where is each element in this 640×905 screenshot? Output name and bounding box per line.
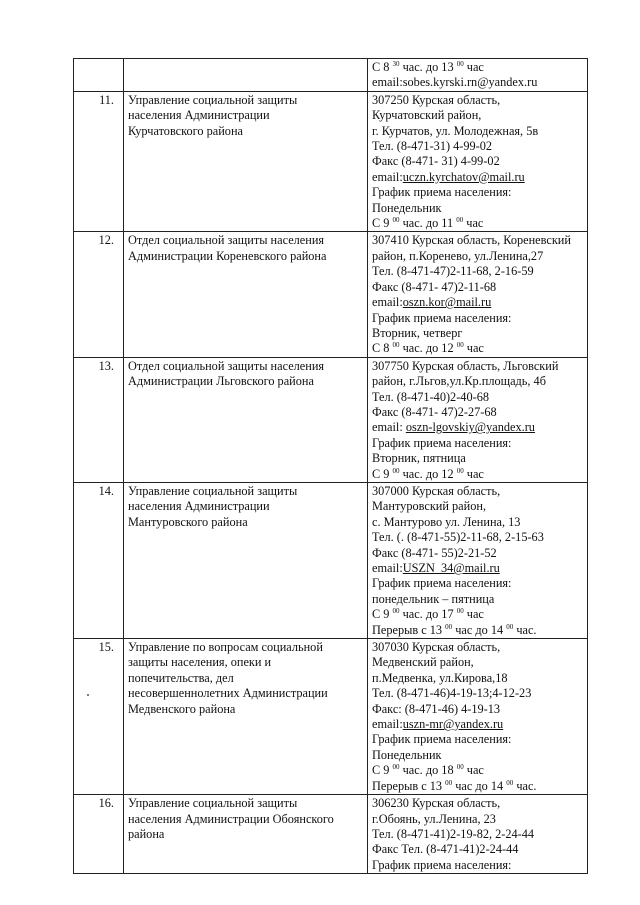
- row-number-cell: [74, 357, 124, 482]
- email-line: [372, 561, 583, 576]
- organization-cell: [124, 357, 368, 482]
- minutes-superscript: 00: [392, 763, 400, 772]
- minutes-superscript: 00: [392, 466, 400, 475]
- organization-name-line: защиты населения, опеки и: [128, 655, 272, 670]
- hours-text: час: [463, 763, 484, 778]
- minutes-superscript: 00: [506, 622, 514, 631]
- row-number: 15.: [98, 640, 114, 655]
- email-link[interactable]: uszn-mr@yandex.ru: [402, 717, 504, 732]
- contact-line: 306230 Курская область,: [372, 796, 501, 811]
- minutes-superscript: 00: [456, 60, 464, 68]
- hours-text: С 9: [372, 607, 393, 622]
- contact-details-cell: [368, 232, 588, 357]
- contact-line: Тел. (. (8-471-55)2-11-68, 2-15-63: [372, 530, 544, 545]
- row-number: 14.: [98, 483, 114, 498]
- hours-text: час до 14: [452, 622, 507, 637]
- email-line: [372, 420, 583, 435]
- contact-line: Тел. (8-471-46)4-19-13;4-12-23: [372, 686, 532, 701]
- contact-line: График приема населения:: [372, 576, 512, 591]
- contact-line: Курчатовский район,: [372, 108, 482, 123]
- contact-line: 307410 Курская область, Кореневский: [372, 233, 571, 248]
- table-row: [74, 482, 588, 638]
- minutes-superscript: 00: [392, 607, 400, 616]
- row-number: 12.: [98, 233, 114, 248]
- minutes-superscript: 00: [456, 216, 464, 225]
- contact-line: Медвенский район,: [372, 655, 474, 670]
- contact-line: График приема населения:: [372, 185, 512, 200]
- contact-details-cell: [368, 59, 588, 92]
- hours-text: час до 14: [452, 778, 507, 793]
- email-link[interactable]: oszn.kor@mail.ru: [402, 295, 492, 310]
- hours-text: С 8: [372, 341, 393, 356]
- organization-name-line: населения Администрации Обоянского: [128, 811, 334, 826]
- organization-name-line: района: [128, 826, 165, 841]
- schedule-hours-line: [372, 607, 583, 622]
- hours-text: час: [463, 216, 484, 231]
- contact-line: Факс (8-471- 47)2-11-68: [372, 279, 497, 294]
- contact-details-cell: [368, 639, 588, 795]
- row-number-cell: [74, 91, 124, 232]
- row-number-cell: [74, 59, 124, 92]
- contact-line: Вторник, пятница: [372, 451, 466, 466]
- table-row: [74, 232, 588, 357]
- table-row: [74, 795, 588, 874]
- email-line: [372, 717, 583, 732]
- organization-name-line: Курчатовского района: [128, 123, 243, 138]
- hours-text: час.: [513, 622, 537, 637]
- contact-line: понедельник – пятница: [372, 591, 495, 606]
- organization-name-line: Отдел социальной защиты населения: [128, 358, 325, 373]
- organization-name-line: Управление социальной защиты: [128, 92, 298, 107]
- hours-text: час: [463, 466, 484, 481]
- hours-text: час: [463, 60, 484, 74]
- minutes-superscript: 00: [392, 216, 400, 225]
- contact-line: Факс (8-471- 55)2-21-52: [372, 545, 497, 560]
- row-number: 11.: [99, 92, 114, 107]
- organization-cell: [124, 232, 368, 357]
- table-row: [74, 91, 588, 232]
- contact-line: 307030 Курская область,: [372, 640, 501, 655]
- table-row: [74, 639, 588, 795]
- row-number-cell: [74, 795, 124, 874]
- minutes-superscript: 00: [456, 341, 464, 350]
- contact-line: Тел. (8-471-31) 4-99-02: [372, 139, 493, 154]
- organization-name-line: Управление по вопросам социальной: [128, 640, 323, 655]
- contact-line: 307250 Курская область,: [372, 92, 501, 107]
- minutes-superscript: 00: [392, 341, 400, 350]
- contact-line: г.Обоянь, ул.Ленина, 23: [372, 811, 496, 826]
- hours-text: Перерыв с 13: [372, 778, 446, 793]
- social-protection-offices-table: [73, 58, 588, 874]
- email-link[interactable]: oszn-lgovskiy@yandex.ru: [405, 420, 535, 435]
- schedule-hours-line: [372, 779, 583, 794]
- organization-cell: [124, 91, 368, 232]
- minutes-superscript: 00: [445, 622, 453, 631]
- contact-details-cell: [368, 795, 588, 874]
- hours-text: час: [463, 607, 484, 622]
- organization-name-line: Медвенского района: [128, 701, 236, 716]
- email-prefix: email:: [372, 295, 403, 310]
- organization-name-line: населения Администрации: [128, 108, 270, 123]
- row-number-cell: [74, 232, 124, 357]
- schedule-hours-line: [372, 60, 583, 75]
- organization-name-line: Мантуровского района: [128, 514, 248, 529]
- organization-name-line: Администрации Кореневского района: [128, 248, 327, 263]
- organization-name-line: Управление социальной защиты: [128, 483, 298, 498]
- contact-line: Тел. (8-471-41)2-19-82, 2-24-44: [372, 826, 535, 841]
- minutes-superscript: 00: [456, 466, 464, 475]
- email-line: [372, 170, 583, 185]
- row-number: 16.: [98, 796, 114, 811]
- hours-text: час. до 11: [399, 216, 457, 231]
- minutes-superscript: 00: [506, 778, 514, 787]
- organization-name-line: попечительства, дел: [128, 670, 234, 685]
- contact-line: График приема населения:: [372, 732, 512, 747]
- minutes-superscript: 00: [456, 763, 464, 772]
- email-line: [372, 295, 583, 310]
- contact-line: Понедельник: [372, 747, 442, 762]
- email-prefix: email:: [372, 169, 403, 184]
- contact-line: район, п.Коренево, ул.Ленина,27: [372, 248, 544, 263]
- contact-line: Вторник, четверг: [372, 325, 463, 340]
- organization-cell: [124, 59, 368, 92]
- table-body: [74, 59, 588, 874]
- table-row: [74, 59, 588, 92]
- contact-line: Мантуровский район,: [372, 499, 487, 514]
- scan-speck: [87, 694, 89, 696]
- hours-text: час.: [513, 778, 537, 793]
- organization-cell: [124, 482, 368, 638]
- contact-line: Понедельник: [372, 200, 442, 215]
- contact-line: Тел. (8-471-47)2-11-68, 2-16-59: [372, 264, 534, 279]
- hours-text: Перерыв с 13: [372, 622, 446, 637]
- contact-line: График приема населения:: [372, 435, 512, 450]
- schedule-hours-line: [372, 467, 583, 482]
- email-prefix: email:: [372, 420, 406, 435]
- row-number-cell: [74, 639, 124, 795]
- schedule-hours-line: [372, 763, 583, 778]
- contact-line: Факс (8-471- 47)2-27-68: [372, 404, 497, 419]
- email-prefix: email:: [372, 561, 403, 575]
- contact-line: Факс: (8-471-46) 4-19-13: [372, 701, 501, 716]
- row-number: 13.: [98, 358, 114, 373]
- organization-name-line: Администрации Льговского района: [128, 374, 314, 389]
- hours-text: час. до 13: [399, 60, 457, 74]
- organization-name-line: несовершеннолетних Администрации: [128, 686, 328, 701]
- contact-details-cell: [368, 357, 588, 482]
- contact-line: 307000 Курская область,: [372, 483, 501, 498]
- email-link[interactable]: USZN_34@mail.ru: [402, 561, 500, 575]
- contact-line: Факс Тел. (8-471-41)2-24-44: [372, 842, 519, 857]
- table-row: [74, 357, 588, 482]
- contact-line: п.Медвенка, ул.Кирова,18: [372, 670, 508, 685]
- minutes-superscript: 30: [392, 60, 400, 68]
- hours-text: С 9: [372, 763, 393, 778]
- hours-text: час: [463, 341, 484, 356]
- organization-cell: [124, 795, 368, 874]
- email-link[interactable]: uczn.kyrchatov@mail.ru: [402, 169, 525, 184]
- hours-text: С 9: [372, 216, 393, 231]
- organization-name-line: Управление социальной защиты: [128, 796, 298, 811]
- contact-line: email:sobes.kyrski.rn@yandex.ru: [372, 75, 538, 90]
- contact-line: Тел. (8-471-40)2-40-68: [372, 389, 489, 404]
- hours-text: час. до 18: [399, 763, 457, 778]
- organization-cell: [124, 639, 368, 795]
- email-prefix: email:: [372, 717, 403, 732]
- contact-line: График приема населения:: [372, 857, 512, 872]
- contact-line: с. Мантурово ул. Ленина, 13: [372, 514, 521, 529]
- contact-line: Факс (8-471- 31) 4-99-02: [372, 154, 500, 169]
- hours-text: час. до 12: [399, 466, 457, 481]
- hours-text: С 9: [372, 466, 393, 481]
- contact-details-cell: [368, 482, 588, 638]
- hours-text: С 8: [372, 60, 393, 74]
- contact-line: г. Курчатов, ул. Молодежная, 5в: [372, 123, 539, 138]
- schedule-hours-line: [372, 216, 583, 231]
- schedule-hours-line: [372, 341, 583, 356]
- hours-text: час. до 17: [399, 607, 457, 622]
- row-number-cell: [74, 482, 124, 638]
- contact-details-cell: [368, 91, 588, 232]
- hours-text: час. до 12: [399, 341, 457, 356]
- contact-line: район, г.Льгов,ул.Кр.площадь, 4б: [372, 374, 546, 389]
- minutes-superscript: 00: [456, 607, 464, 616]
- organization-name-line: населения Администрации: [128, 499, 270, 514]
- organization-name-line: Отдел социальной защиты населения: [128, 233, 325, 248]
- contact-line: 307750 Курская область, Льговский: [372, 358, 559, 373]
- schedule-hours-line: [372, 623, 583, 638]
- minutes-superscript: 00: [445, 778, 453, 787]
- contact-line: График приема населения:: [372, 310, 512, 325]
